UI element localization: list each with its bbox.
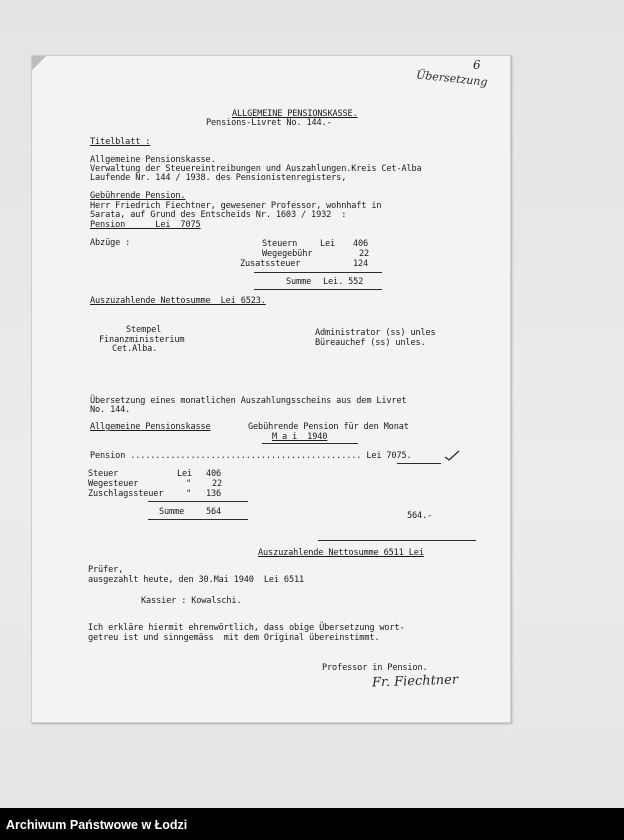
document-sheet xyxy=(31,55,511,723)
net-sum-line: Auszuzahlende Nettosumme Lei 6523. xyxy=(90,296,266,306)
page-number-mark: 6 xyxy=(473,58,481,72)
declaration-line: Ich erkläre hiermit ehrenwörtlich, dass obige Übersetzung wort- xyxy=(88,623,405,633)
pension-underline xyxy=(397,463,441,464)
deduction-label: Wegegebühr xyxy=(262,249,313,259)
sum-value: Lei. 552 xyxy=(323,277,364,287)
monthly-sum-rule xyxy=(148,501,248,502)
recipient-line: Herr Friedrich Fiechtner, gewesener Professor, wohnhaft in xyxy=(90,201,382,211)
deduction-value: 22 xyxy=(359,249,370,259)
deduction-value: 406 xyxy=(353,239,369,249)
stamp-line: Finanzministerium xyxy=(99,335,185,345)
deduction-label: Zusatssteuer xyxy=(240,259,301,269)
document-subheading: Pensions-Livret No. 144.- xyxy=(206,118,332,128)
issuer-line: Laufende Nr. 144 / 1938. des Pensionistenregisters, xyxy=(90,173,347,183)
monthly-deduction-value: 22 xyxy=(212,479,223,489)
translation-intro: No. 144. xyxy=(90,405,131,415)
signature: Fr. Fiechtner xyxy=(371,672,459,691)
declaration-line: getreu ist und sinngemäss mit dem Original übereinstimmt. xyxy=(88,633,380,643)
net-sum-rule xyxy=(318,540,476,541)
pension-dotted-line: Pension .............................................. Lei 7075. xyxy=(90,451,412,461)
monthly-deduction-currency: Lei xyxy=(177,469,193,479)
issuer-line: Allgemeine Pensionskasse. xyxy=(90,155,216,165)
document-heading: ALLGEMEINE PENSIONSKASSE. xyxy=(232,109,358,119)
sum-underline xyxy=(254,289,382,290)
archive-name: Archiwum Państwowe w Łodzi xyxy=(6,818,188,832)
sum-rule xyxy=(254,272,382,273)
cashier-line: Kassier : Kowalschi. xyxy=(141,596,242,606)
deductions-label: Abzüge : xyxy=(90,238,131,248)
section-heading: Gebührende Pension. xyxy=(90,191,186,201)
examiner-label: Prüfer, xyxy=(88,565,124,575)
payment-line: ausgezahlt heute, den 30.Mai 1940 Lei 6511 xyxy=(88,575,305,585)
deduction-total: 564.- xyxy=(407,511,433,521)
archive-footer xyxy=(0,808,624,840)
monthly-deduction-label: Wegesteuer xyxy=(88,479,139,489)
folded-corner xyxy=(32,56,46,70)
monthly-sum-value: 564 xyxy=(206,507,222,517)
month-rule xyxy=(262,443,358,444)
checkmark-icon xyxy=(444,450,460,462)
issuer-line: Verwaltung der Steuereintreibungen und Auszahlungen.Kreis Cet-Alba xyxy=(90,164,422,174)
monthly-sum-underline xyxy=(148,519,248,520)
pension-amount-line: Pension Lei 7075 xyxy=(90,220,201,230)
stamp-line: Stempel xyxy=(126,325,162,335)
sum-label: Summe xyxy=(286,277,312,287)
pension-fund-heading: Allgemeine Pensionskasse xyxy=(90,422,211,432)
translation-intro: Übersetzung eines monatlichen Auszahlungsscheins aus dem Livret xyxy=(90,396,407,406)
handwritten-annotation: Übersetzung xyxy=(415,68,489,89)
administrator-line: Büreauchef (ss) unles. xyxy=(315,338,426,348)
monthly-deduction-label: Zuschlagssteuer xyxy=(88,489,164,499)
stamp-line: Cet.Alba. xyxy=(112,344,158,354)
monthly-deduction-value: 136 xyxy=(206,489,222,499)
deduction-currency: Lei xyxy=(320,239,336,249)
administrator-line: Administrator (ss) unles xyxy=(315,328,436,338)
net-sum-line-monthly: Auszuzahlende Nettosumme 6511 Lei xyxy=(258,548,424,558)
monthly-sum-label: Summe xyxy=(159,507,185,517)
titelblatt-label: Titelblatt : xyxy=(90,137,151,147)
monthly-deduction-value: 406 xyxy=(206,469,222,479)
month-label: Gebührende Pension für den Monat xyxy=(248,422,409,432)
month-value: M a i 1940 xyxy=(272,432,328,442)
monthly-deduction-label: Steuer xyxy=(88,469,119,479)
deduction-label: Steuern xyxy=(262,239,298,249)
monthly-deduction-currency: " xyxy=(186,489,192,499)
closing-title: Professor in Pension. xyxy=(322,663,428,673)
deduction-value: 124 xyxy=(353,259,369,269)
recipient-line: Sarata, auf Grund des Entscheids Nr. 1603 / 1932 : xyxy=(90,210,347,220)
monthly-deduction-currency: " xyxy=(186,479,192,489)
